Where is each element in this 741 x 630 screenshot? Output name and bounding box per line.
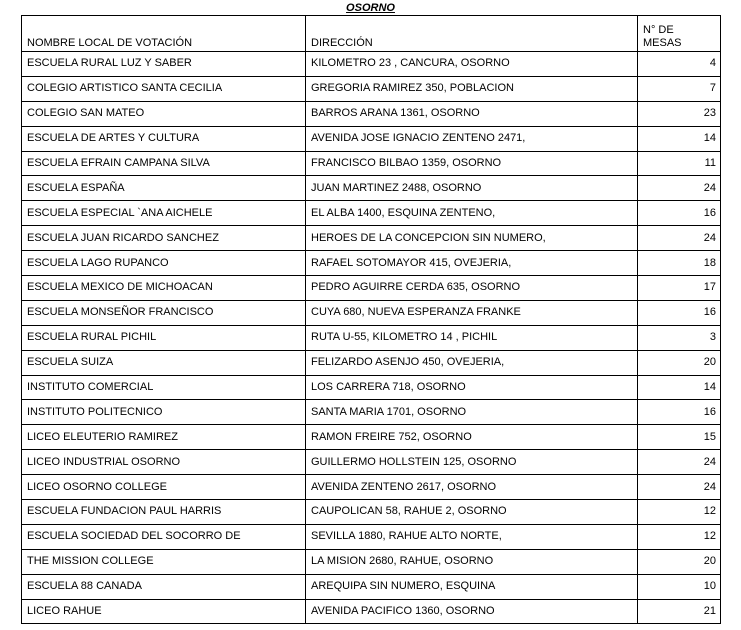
cell-nombre: LICEO OSORNO COLLEGE	[22, 475, 306, 500]
cell-direccion: HEROES DE LA CONCEPCION SIN NUMERO,	[306, 226, 638, 251]
cell-nombre: COLEGIO ARTISTICO SANTA CECILIA	[22, 76, 306, 101]
cell-nombre: ESCUELA SOCIEDAD DEL SOCORRO DE	[22, 524, 306, 549]
cell-direccion: RAMON FREIRE 752, OSORNO	[306, 425, 638, 450]
cell-mesas: 20	[638, 549, 721, 574]
header-mesas-line1: N° DE	[643, 24, 674, 36]
cell-direccion: FRANCISCO BILBAO 1359, OSORNO	[306, 151, 638, 176]
cell-nombre: ESCUELA MONSEÑOR FRANCISCO	[22, 300, 306, 325]
cell-nombre: LICEO INDUSTRIAL OSORNO	[22, 450, 306, 475]
cell-nombre: LICEO RAHUE	[22, 599, 306, 624]
cell-nombre: ESCUELA DE ARTES Y CULTURA	[22, 126, 306, 151]
cell-mesas: 10	[638, 574, 721, 599]
cell-nombre: ESCUELA ESPECIAL `ANA AICHELE	[22, 201, 306, 226]
table-row	[22, 226, 721, 251]
table-header-row	[22, 16, 721, 52]
cell-mesas: 12	[638, 500, 721, 525]
cell-nombre: THE MISSION COLLEGE	[22, 549, 306, 574]
table-row	[22, 574, 721, 599]
cell-mesas: 16	[638, 400, 721, 425]
table-row	[22, 76, 721, 101]
cell-direccion: LOS CARRERA 718, OSORNO	[306, 375, 638, 400]
cell-nombre: INSTITUTO POLITECNICO	[22, 400, 306, 425]
table-row	[22, 425, 721, 450]
table-row	[22, 350, 721, 375]
cell-direccion: CAUPOLICAN 58, RAHUE 2, OSORNO	[306, 500, 638, 525]
cell-nombre: ESCUELA RURAL LUZ Y SABER	[22, 52, 306, 77]
cell-nombre: COLEGIO SAN MATEO	[22, 101, 306, 126]
cell-mesas: 12	[638, 524, 721, 549]
cell-nombre: ESCUELA SUIZA	[22, 350, 306, 375]
cell-mesas: 21	[638, 599, 721, 624]
polling-places-table	[21, 15, 721, 624]
cell-direccion: AVENIDA JOSE IGNACIO ZENTENO 2471,	[306, 126, 638, 151]
table-row	[22, 549, 721, 574]
table-row	[22, 450, 721, 475]
cell-nombre: INSTITUTO COMERCIAL	[22, 375, 306, 400]
cell-nombre: ESCUELA LAGO RUPANCO	[22, 251, 306, 276]
cell-mesas: 20	[638, 350, 721, 375]
cell-direccion: GREGORIA RAMIREZ 350, POBLACION	[306, 76, 638, 101]
cell-mesas: 24	[638, 176, 721, 201]
cell-mesas: 24	[638, 450, 721, 475]
cell-mesas: 14	[638, 126, 721, 151]
cell-mesas: 16	[638, 300, 721, 325]
table-row	[22, 201, 721, 226]
table-row	[22, 500, 721, 525]
table-row	[22, 52, 721, 77]
cell-mesas: 3	[638, 325, 721, 350]
table-row	[22, 325, 721, 350]
cell-mesas: 15	[638, 425, 721, 450]
cell-mesas: 7	[638, 76, 721, 101]
table-row	[22, 400, 721, 425]
cell-mesas: 14	[638, 375, 721, 400]
header-mesas	[638, 16, 721, 52]
cell-direccion: AVENIDA PACIFICO 1360, OSORNO	[306, 599, 638, 624]
cell-direccion: GUILLERMO HOLLSTEIN 125, OSORNO	[306, 450, 638, 475]
table-row	[22, 300, 721, 325]
cell-mesas: 17	[638, 276, 721, 301]
cell-mesas: 11	[638, 151, 721, 176]
cell-mesas: 16	[638, 201, 721, 226]
cell-direccion: SEVILLA 1880, RAHUE ALTO NORTE,	[306, 524, 638, 549]
table-row	[22, 101, 721, 126]
cell-direccion: RUTA U-55, KILOMETRO 14 , PICHIL	[306, 325, 638, 350]
header-direccion: DIRECCIÓN	[306, 16, 638, 52]
cell-nombre: ESCUELA MEXICO DE MICHOACAN	[22, 276, 306, 301]
cell-mesas: 24	[638, 226, 721, 251]
cell-direccion: AVENIDA ZENTENO 2617, OSORNO	[306, 475, 638, 500]
cell-direccion: JUAN MARTINEZ 2488, OSORNO	[306, 176, 638, 201]
table-row	[22, 524, 721, 549]
table-row	[22, 126, 721, 151]
cell-nombre: LICEO ELEUTERIO RAMIREZ	[22, 425, 306, 450]
table-row	[22, 176, 721, 201]
cell-nombre: ESCUELA EFRAIN CAMPANA SILVA	[22, 151, 306, 176]
cell-direccion: SANTA MARIA 1701, OSORNO	[306, 400, 638, 425]
table-body	[22, 16, 721, 624]
cell-direccion: AREQUIPA SIN NUMERO, ESQUINA	[306, 574, 638, 599]
cell-nombre: ESCUELA 88 CANADA	[22, 574, 306, 599]
cell-nombre: ESCUELA FUNDACION PAUL HARRIS	[22, 500, 306, 525]
cell-direccion: EL ALBA 1400, ESQUINA ZENTENO,	[306, 201, 638, 226]
cell-direccion: FELIZARDO ASENJO 450, OVEJERIA,	[306, 350, 638, 375]
header-mesas-line2: MESAS	[643, 37, 682, 49]
table-row	[22, 475, 721, 500]
cell-direccion: PEDRO AGUIRRE CERDA 635, OSORNO	[306, 276, 638, 301]
cell-direccion: RAFAEL SOTOMAYOR 415, OVEJERIA,	[306, 251, 638, 276]
table-row	[22, 276, 721, 301]
cell-direccion: CUYA 680, NUEVA ESPERANZA FRANKE	[306, 300, 638, 325]
cell-nombre: ESCUELA RURAL PICHIL	[22, 325, 306, 350]
cell-mesas: 18	[638, 251, 721, 276]
cell-mesas: 4	[638, 52, 721, 77]
cell-mesas: 23	[638, 101, 721, 126]
cell-direccion: KILOMETRO 23 , CANCURA, OSORNO	[306, 52, 638, 77]
cell-nombre: ESCUELA ESPAÑA	[22, 176, 306, 201]
cell-mesas: 24	[638, 475, 721, 500]
cell-direccion: LA MISION 2680, RAHUE, OSORNO	[306, 549, 638, 574]
table-row	[22, 599, 721, 624]
table-row	[22, 251, 721, 276]
table-row	[22, 151, 721, 176]
cell-direccion: BARROS ARANA 1361, OSORNO	[306, 101, 638, 126]
table-row	[22, 375, 721, 400]
header-nombre: NOMBRE LOCAL DE VOTACIÓN	[22, 16, 306, 52]
cell-nombre: ESCUELA JUAN RICARDO SANCHEZ	[22, 226, 306, 251]
page-title: OSORNO	[346, 2, 395, 14]
